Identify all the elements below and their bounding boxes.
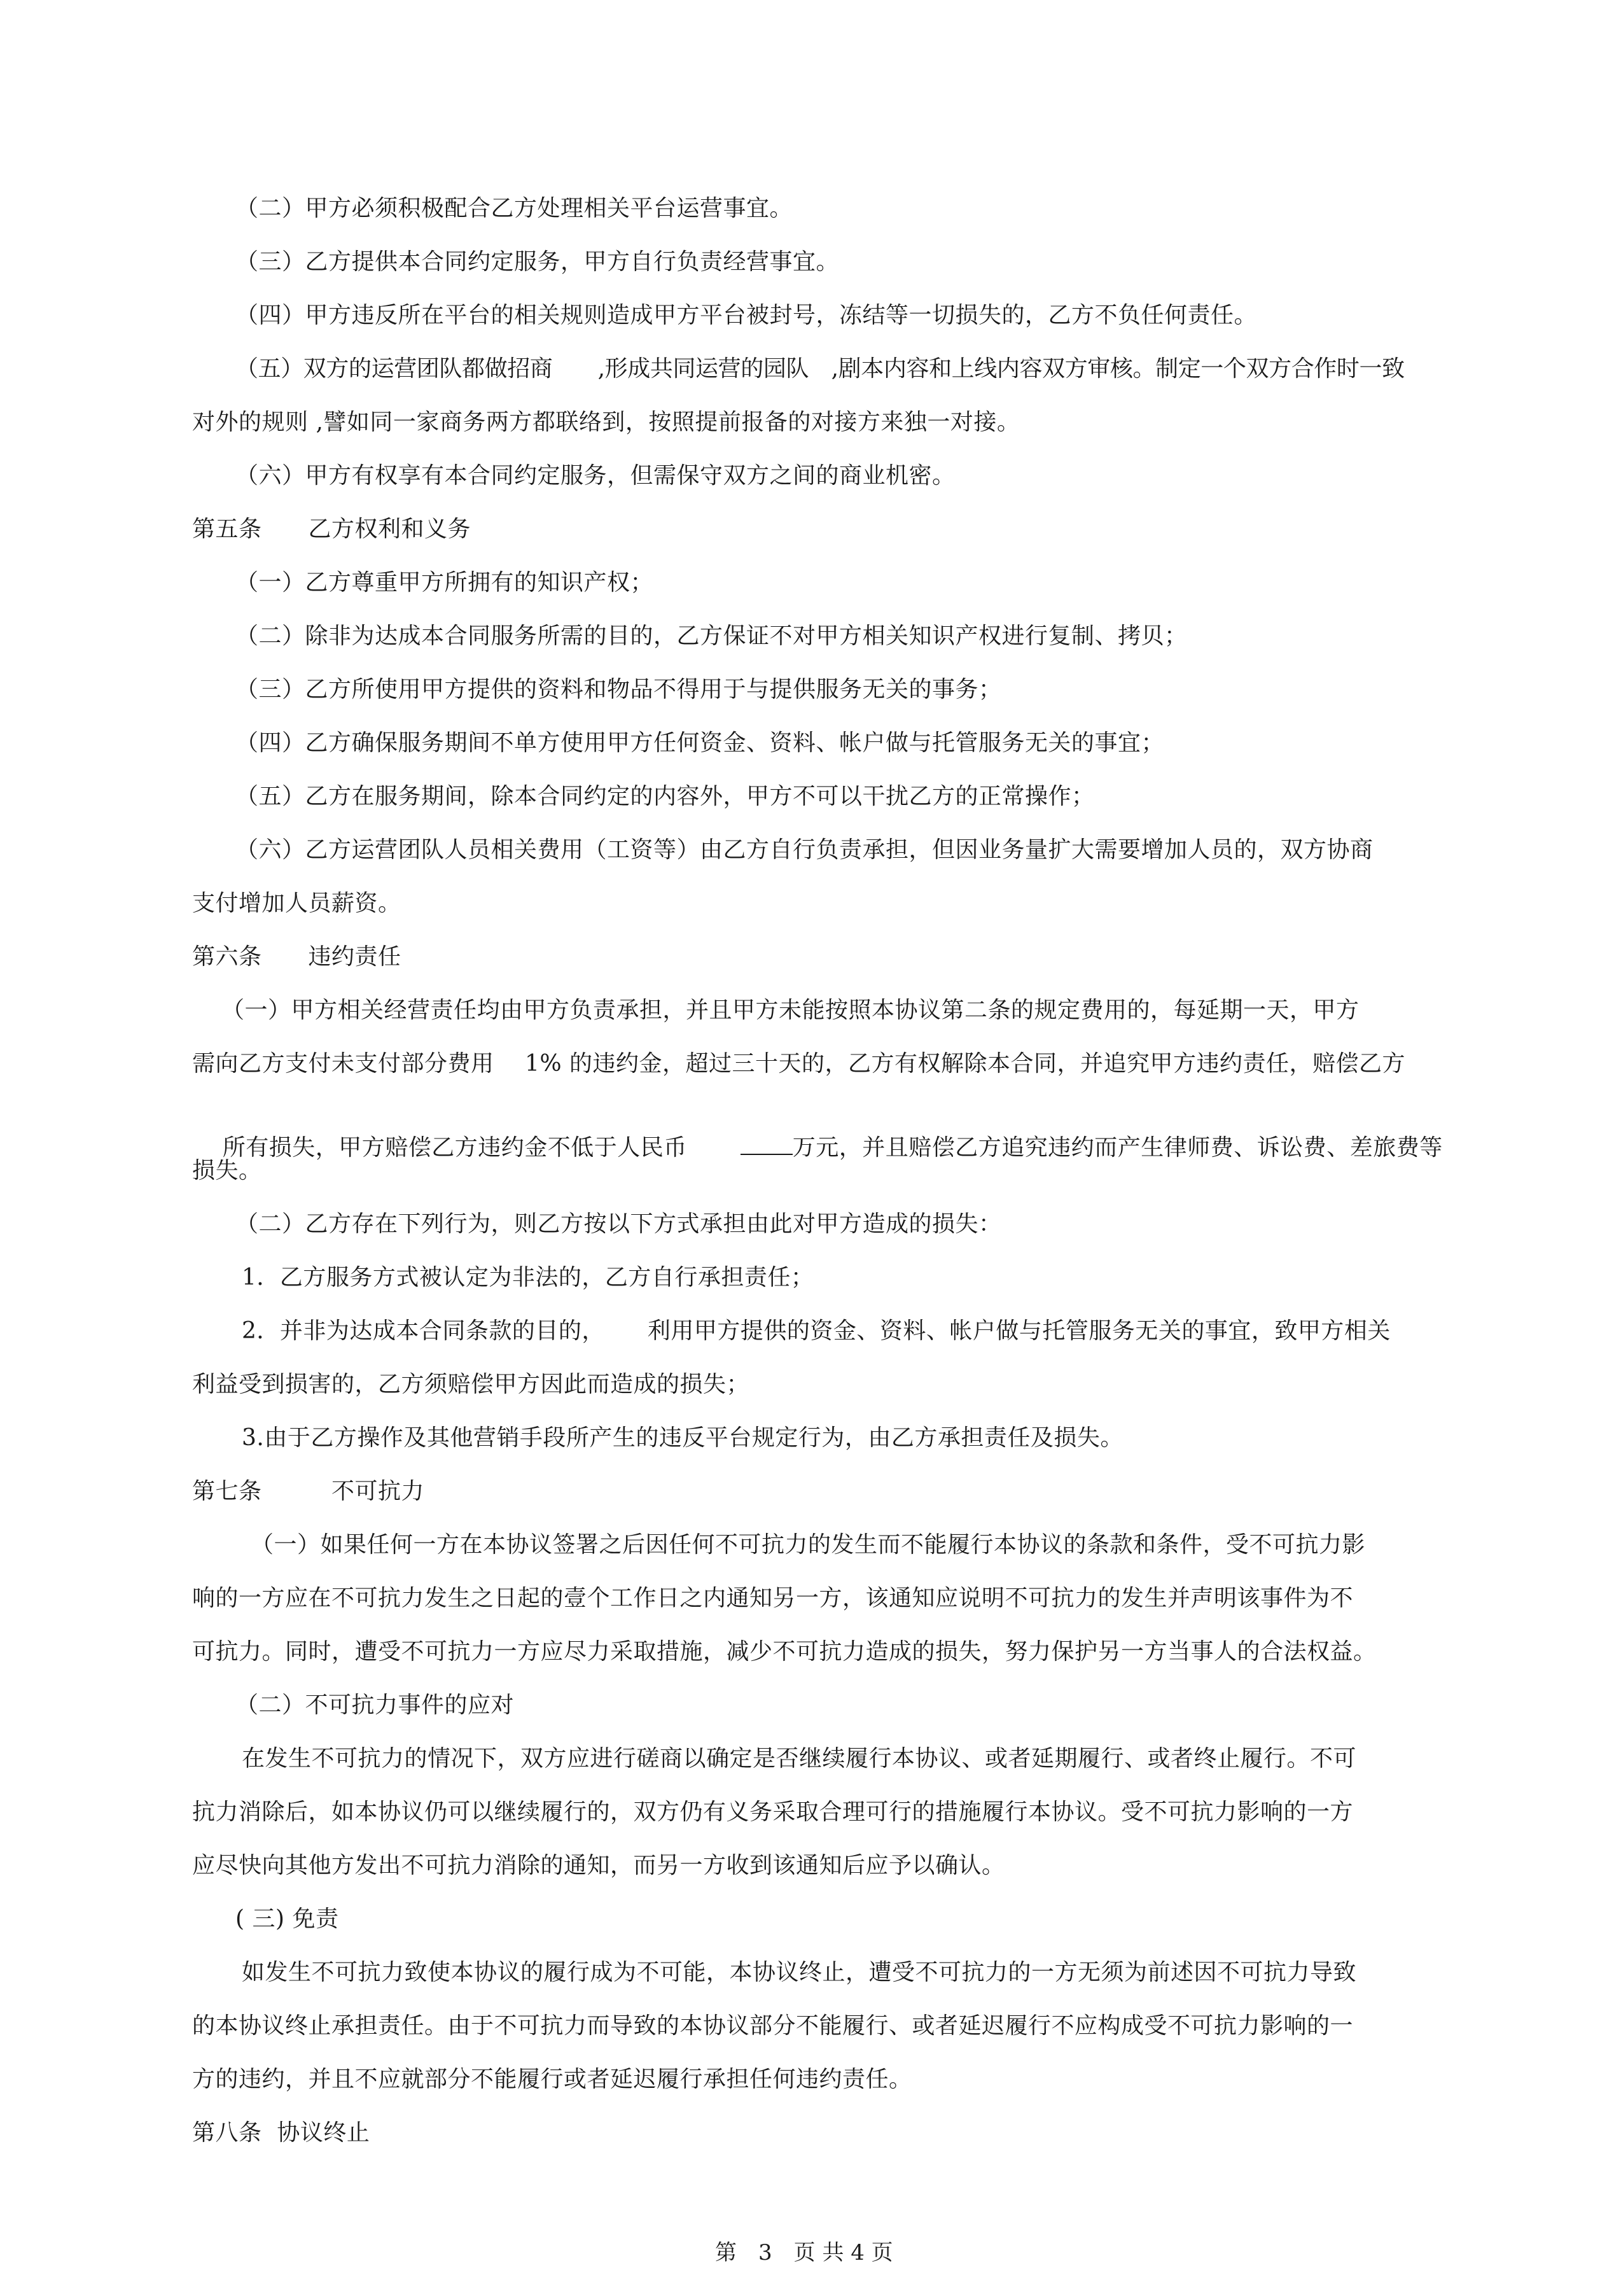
list-item: 3.由于乙方操作及其他营销手段所产生的违反平台规定行为，由乙方承担责任及损失。 [242,1425,1124,1451]
paragraph-line: （一）乙方尊重甲方所拥有的知识产权； [235,570,654,596]
paragraph-line: 的本协议终止承担责任。由于不可抗力而导致的本协议部分不能履行、或者延迟履行不应构成受不可抗力影响的一 [192,2013,1354,2039]
paragraph-line: （四）乙方确保服务期间不单方使用甲方任何资金、资料、帐户做与托管服务无关的事宜； [235,730,1165,756]
paragraph-line: 在发生不可抗力的情况下，双方应进行磋商以确定是否继续履行本协议、或者延期履行、或者终止履行。不可 [242,1746,1357,1772]
list-item: 2．并非为达成本合同条款的目的， 利用甲方提供的资金、资料、帐户做与托管服务无关的事宜，致甲方相关 [242,1318,1391,1344]
paragraph-line: 抗力消除后，如本协议仍可以继续履行的，双方仍有义务采取合理可行的措施履行本协议。受不可抗力影响的一方 [192,1799,1354,1825]
paragraph-line: （三）乙方所使用甲方提供的资料和物品不得用于与提供服务无关的事务； [235,676,1002,703]
paragraph-line: （二）乙方存在下列行为，则乙方按以下方式承担由此对甲方造成的损失： [235,1211,1002,1237]
fill-in-blank [741,1135,793,1155]
paragraph-line: （四）甲方违反所在平台的相关规则造成甲方平台被封号，冻结等一切损失的，乙方不负任何责任。 [235,302,1258,328]
page-number-footer: 第 3 页 共 4 页 [715,2240,893,2265]
paragraph-line: 支付增加人员薪资。 [192,890,401,916]
paragraph-line: （六）乙方运营团队人员相关费用（工资等）由乙方自行负责承担，但因业务量扩大需要增加人员的，双方协商 [235,837,1374,863]
paragraph-line: （一）如果任何一方在本协议签署之后因任何不可抗力的发生而不能履行本协议的条款和条件，受不可抗力影 [251,1532,1366,1558]
paragraph-line: （六）甲方有权享有本合同约定服务，但需保守双方之间的商业机密。 [235,463,956,489]
list-item: 1．乙方服务方式被认定为非法的，乙方自行承担责任； [242,1264,814,1291]
text-segment: 万元，并且赔偿乙方追究违约而产生律师费、诉讼费、差旅费等 [792,1135,1443,1161]
paragraph-line: 应尽快向其他方发出不可抗力消除的通知，而另一方收到该通知后应予以确认。 [192,1852,1005,1879]
paragraph-line: 响的一方应在不可抗力发生之日起的壹个工作日之内通知另一方，该通知应说明不可抗力的发生并声明该事件为不 [192,1585,1354,1611]
paragraph-line: （二）除非为达成本合同服务所需的目的，乙方保证不对甲方相关知识产权进行复制、拷贝； [235,623,1188,649]
paragraph-line: （一）甲方相关经营责任均由甲方负责承担，并且甲方未能按照本协议第二条的规定费用的，每延期一天，甲方 [221,997,1360,1023]
text-segment: 所有损失，甲方赔偿乙方违约金不低于人民币 [222,1135,687,1161]
paragraph-line: 损失。 [192,1158,262,1184]
subsection-heading: ( 三) 免责 [235,1906,339,1932]
section-heading: 第五条 乙方权利和义务 [192,516,471,542]
paragraph-line: （五）乙方在服务期间，除本合同约定的内容外，甲方不可以干扰乙方的正常操作； [235,783,1095,809]
section-heading: 第六条 违约责任 [192,944,401,970]
paragraph-line [192,1102,1443,1194]
paragraph-line: （五）双方的运营团队都做招商 ,形成共同运营的园队 ,剧本内容和上线内容双方审核。制定一个双方合作时一致 [235,356,1405,382]
section-heading: 第七条 不可抗力 [192,1478,425,1504]
section-heading: 第八条 协议终止 [192,2120,370,2146]
paragraph-line: 需向乙方支付未支付部分费用 1% 的违约金，超过三十天的，乙方有权解除本合同，并追究甲方违约责任，赔偿乙方 [192,1051,1405,1077]
paragraph-line: 可抗力。同时，遭受不可抗力一方应尽力采取措施，减少不可抗力造成的损失，努力保护另一方当事人的合法权益。 [192,1639,1377,1665]
paragraph-line: 对外的规则 ,譬如同一家商务两方都联络到，按照提前报备的对接方来独一对接。 [192,409,1020,435]
paragraph-line: 利益受到损害的，乙方须赔偿甲方因此而造成的损失； [192,1371,750,1397]
paragraph-line: 如发生不可抗力致使本协议的履行成为不可能，本协议终止，遭受不可抗力的一方无须为前述因不可抗力导致 [242,1959,1357,1985]
paragraph-line: 方的违约，并且不应就部分不能履行或者延迟履行承担任何违约责任。 [192,2066,912,2092]
paragraph-line: （二）不可抗力事件的应对 [235,1692,515,1718]
paragraph-line: （三）乙方提供本合同约定服务，甲方自行负责经营事宜。 [235,249,840,275]
paragraph-line: （二）甲方必须积极配合乙方处理相关平台运营事宜。 [235,195,793,221]
